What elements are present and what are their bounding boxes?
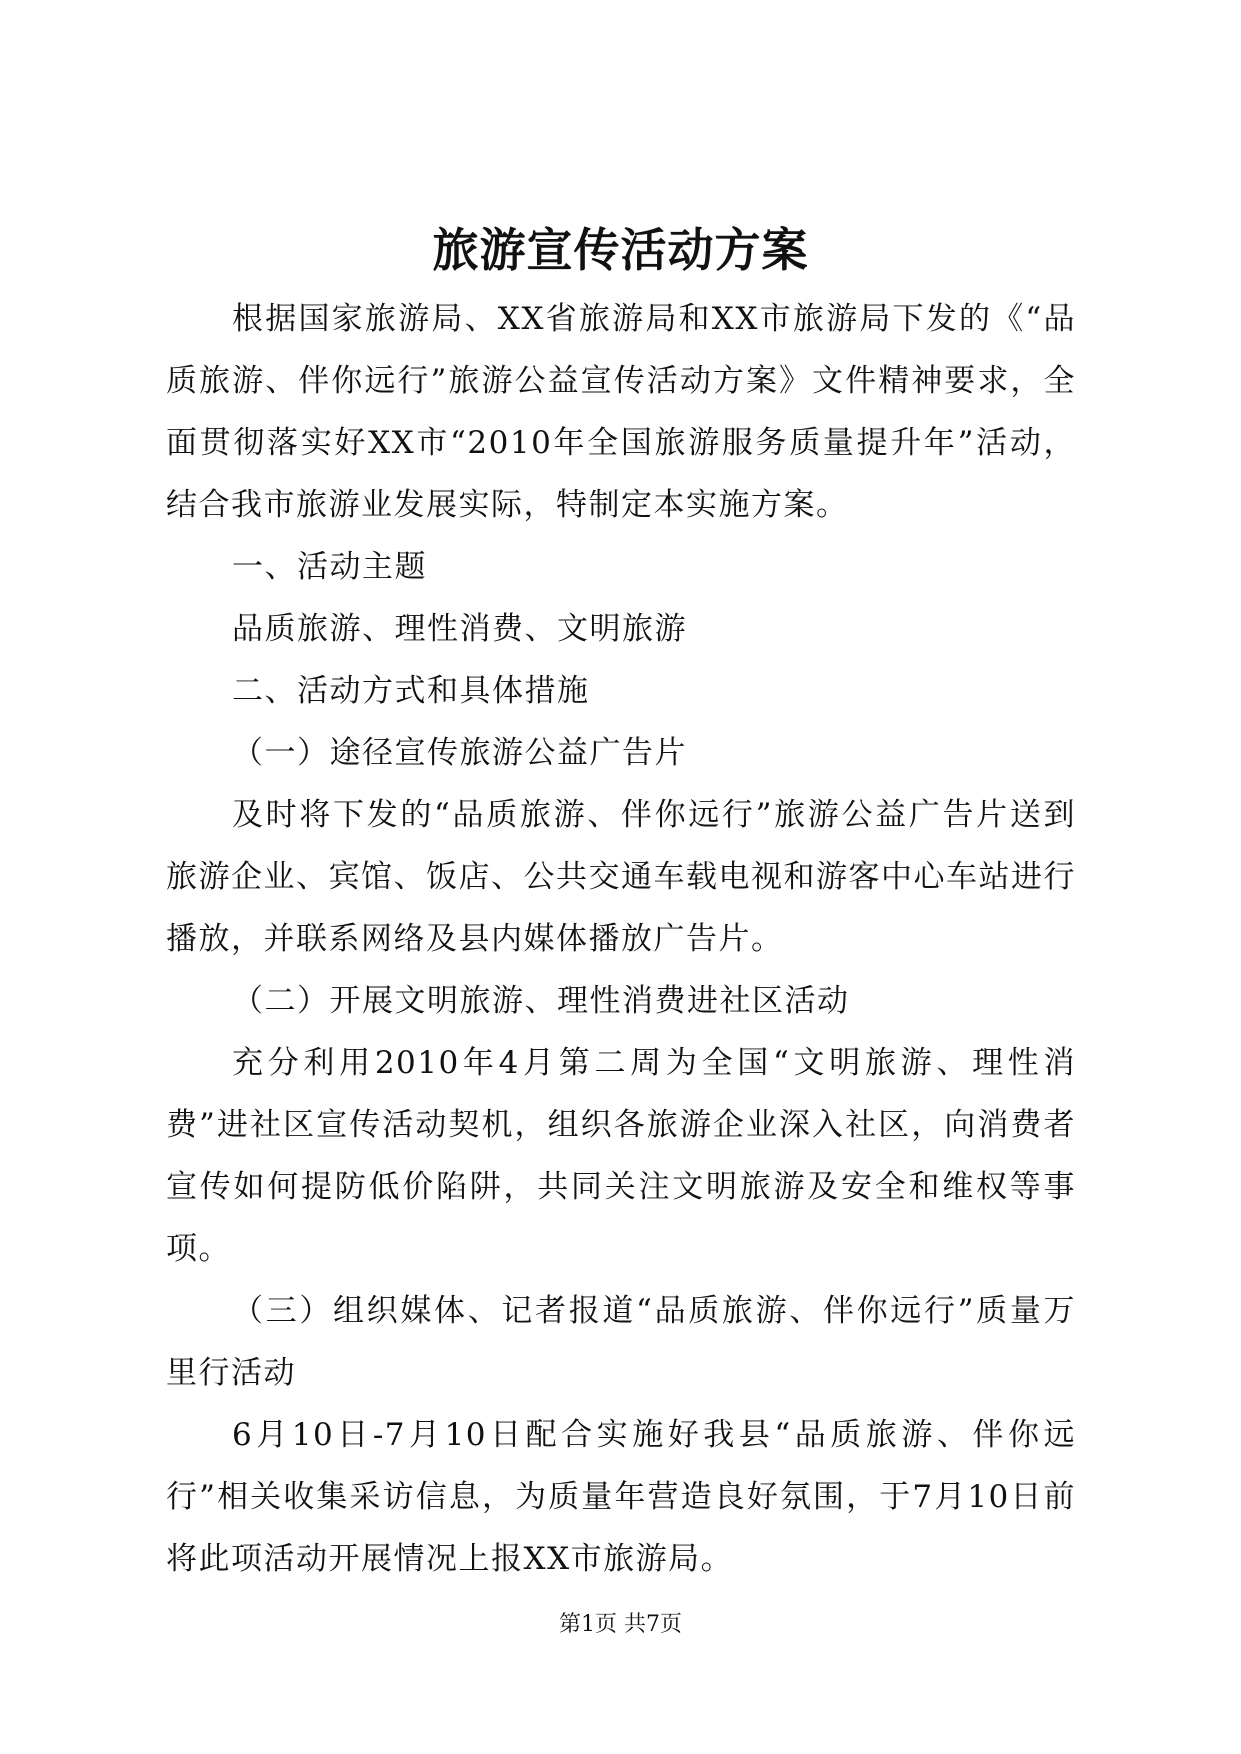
theme-text: 品质旅游、理性消费、文明旅游: [232, 611, 687, 647]
subheading-1: （一）途径宣传旅游公益广告片: [232, 735, 687, 771]
document-body: [166, 288, 1076, 1590]
page-number-footer: 第1页 共7页: [559, 1612, 682, 1637]
subheading-2: （二）开展文明旅游、理性消费进社区活动: [232, 983, 850, 1019]
paragraph-2: 充分利用2010年4月第二周为全国“文明旅游、理性消费”进社区宣传活动契机，组织各旅游企业深入社区，向消费者宣传如何提防低价陷阱，共同关注文明旅游及安全和维权等事项。: [166, 1045, 1076, 1267]
section-heading-theme: 一、活动主题: [232, 549, 427, 585]
paragraph-1: 及时将下发的“品质旅游、伴你远行”旅游公益广告片送到旅游企业、宾馆、饭店、公共交通车载电视和游客中心车站进行播放，并联系网络及县内媒体播放广告片。: [166, 797, 1076, 957]
paragraph-3: 6月10日-7月10日配合实施好我县“品质旅游、伴你远行”相关收集采访信息，为质量年营造良好氛围，于7月10日前将此项活动开展情况上报XX市旅游局。: [166, 1417, 1076, 1577]
intro-paragraph: 根据国家旅游局、XX省旅游局和XX市旅游局下发的《“品质旅游、伴你远行”旅游公益宣传活动方案》文件精神要求，全面贯彻落实好XX市“2010年全国旅游服务质量提升年”活动，结合我市旅游业发展实际，特制定本实施方案。: [166, 301, 1076, 523]
document-title: 旅游宣传活动方案: [432, 223, 809, 277]
subheading-3: （三）组织媒体、记者报道“品质旅游、伴你远行”质量万里行活动: [166, 1293, 1076, 1391]
section-heading-methods: 二、活动方式和具体措施: [232, 673, 590, 709]
